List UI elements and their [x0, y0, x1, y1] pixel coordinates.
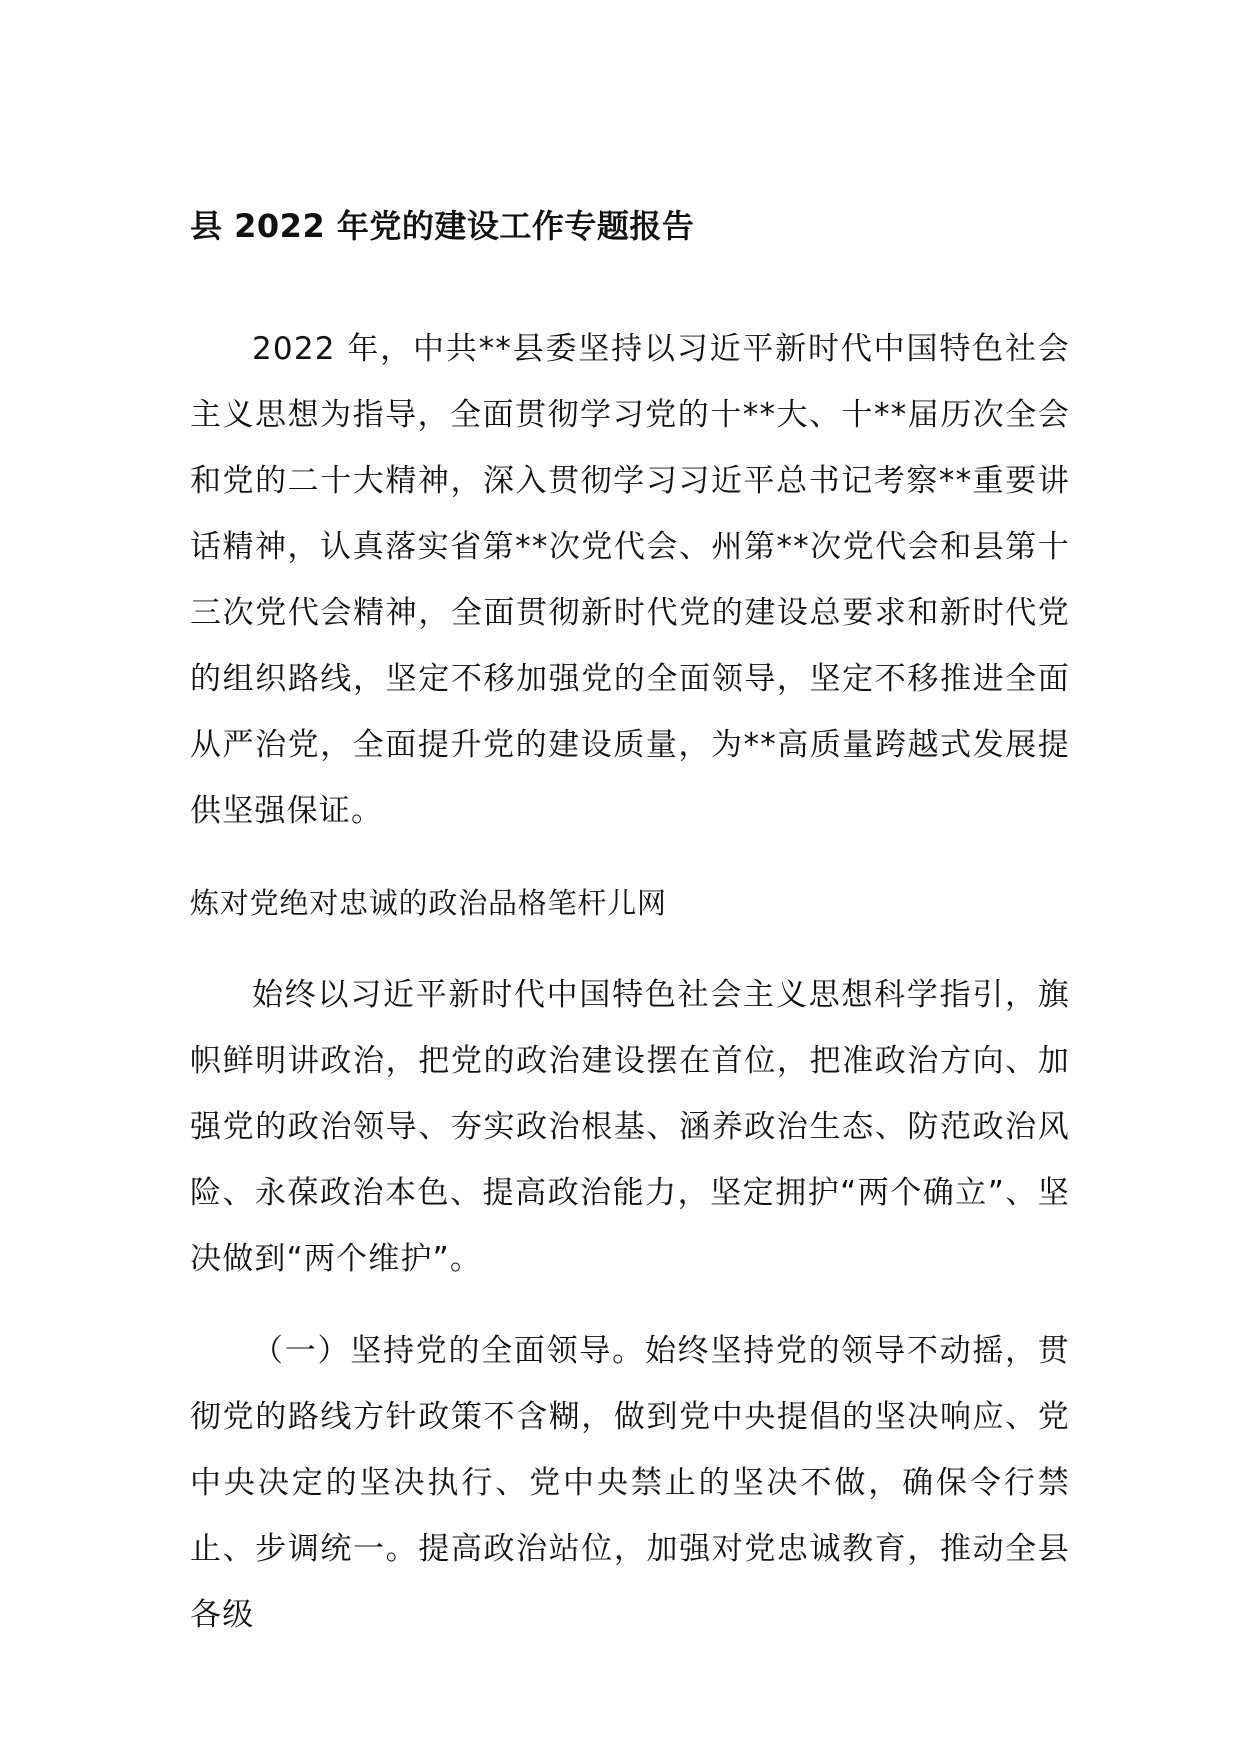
paragraph-political-building: 始终以习近平新时代中国特色社会主义思想科学指引，旗帜鲜明讲政治，把党的政治建设摆在首位，把准政治方向、加强党的政治领导、夯实政治根基、涵养政治生态、防范政治风险、永葆政治本色、提高政治能力，坚定拥护“两个确立”、坚决做到“两个维护”。: [190, 977, 1070, 1277]
paragraph-party-leadership: （一）坚持党的全面领导。始终坚持党的领导不动摇，贯彻党的路线方针政策不含糊，做到党中央提倡的坚决响应、党中央决定的坚决执行、党中央禁止的坚决不做，确保令行禁止、步调统一。提高政治站位，加强对党忠诚教育，推动全县各级: [190, 1333, 1070, 1633]
section-heading: 炼对党绝对忠诚的政治品格笔杆儿网: [190, 886, 667, 920]
document-title: 县 2022 年党的建设工作专题报告: [190, 207, 695, 245]
document-body: [190, 316, 1070, 1648]
paragraph-intro: 2022 年，中共**县委坚持以习近平新时代中国特色社会主义思想为指导，全面贯彻学习党的十**大、十**届历次全会和党的二十大精神，深入贯彻学习习近平总书记考察**重要讲话精神，认真落实省第**次党代会、州第**次党代会和县第十三次党代会精神，全面贯彻新时代党的建设总要求和新时代党的组织路线，坚定不移加强党的全面领导，坚定不移推进全面从严治党，全面提升党的建设质量，为**高质量跨越式发展提供坚强保证。: [190, 331, 1070, 829]
